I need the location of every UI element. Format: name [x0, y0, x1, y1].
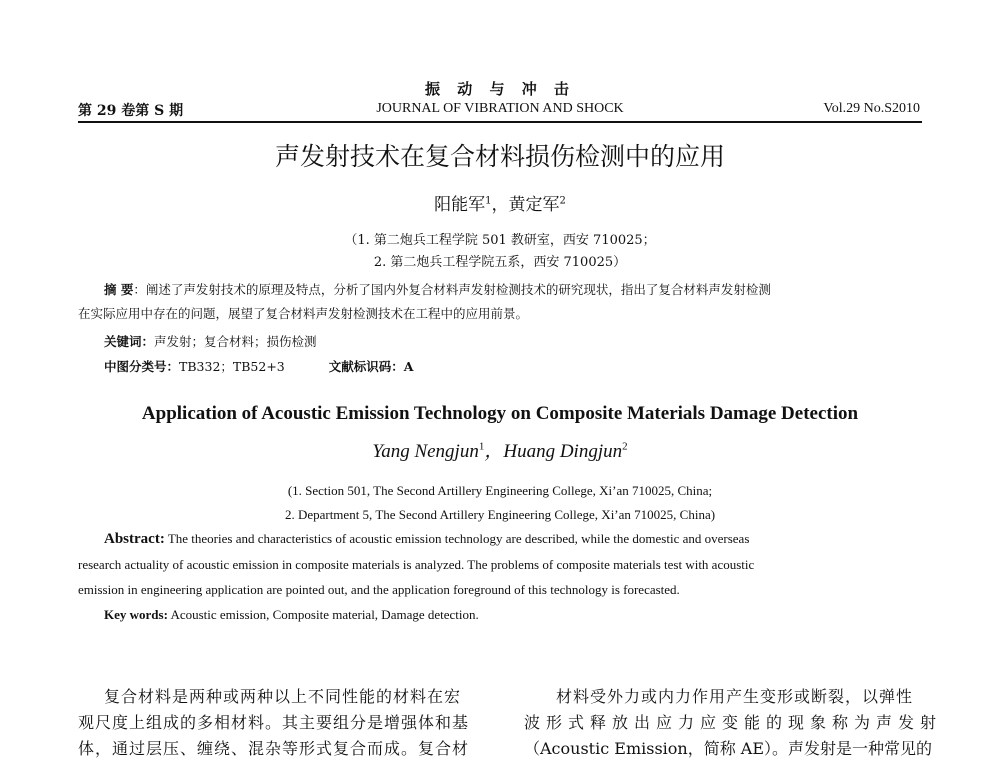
doc-code-value: A — [403, 359, 414, 374]
paper-title-cn: 声发射技术在复合材料损伤检测中的应用 — [274, 142, 725, 171]
author-name: Yang Nengjun — [372, 441, 479, 462]
abstract-cn-line-1 — [104, 280, 771, 298]
body-left-line-3: 体，通过层压、缠绕、混杂等形式复合而成。复合材 — [78, 739, 470, 758]
keywords-cn-text: 声发射；复合材料；损伤检测 — [154, 334, 317, 349]
author-name: Huang Dingjun — [503, 441, 623, 462]
keywords-en-text: Acoustic emission, Composite material, Damage detection. — [167, 607, 479, 622]
affiliation-cn-2: 2. 第二炮兵工程学院五系，西安 710025） — [373, 255, 627, 270]
keywords-en — [104, 607, 479, 623]
classification-value: TB332；TB52+3 — [179, 359, 285, 374]
author-separator: ， — [491, 195, 509, 215]
abstract-en-line-3: emission in engineering application are pointed out, and the application foreground of this technology is forecasted. — [78, 582, 680, 597]
affiliation-en-2: 2. Department 5, The Second Artillery Engineering College, Xi’an 710025, China) — [284, 507, 716, 522]
author-separator: ， — [484, 441, 504, 462]
classification-label: 中图分类号： — [104, 359, 180, 374]
body-left-line-2: 观尺度上组成的多相材料。其主要组分是增强体和基 — [78, 713, 470, 732]
abstract-cn-text-1: ：阐述了声发射技术的原理及特点，分析了国内外复合材料声发射检测技术的研究现状，指出了复合材料声发射检测 — [133, 282, 771, 297]
body-right-line-2: 波形式释放出应力应变能的现象称为声发射 — [524, 713, 943, 732]
header-rule — [78, 121, 922, 123]
authors-cn — [0, 190, 1000, 215]
body-left-line-1: 复合材料是两种或两种以上不同性能的材料在宏 — [104, 687, 462, 706]
abstract-en-text-1: The theories and characteristics of acoustic emission technology are described, while the domestic and overseas — [164, 531, 750, 546]
author-name: 黄定军 — [508, 195, 560, 215]
doc-code-label: 文献标识码： — [328, 359, 404, 374]
abstract-cn-line-2: 在实际应用中存在的问题，展望了复合材料声发射检测技术在工程中的应用前景。 — [78, 306, 529, 321]
abstract-en-line-2: research actuality of acoustic emission in composite materials is analyzed. The problems of composite materials test with acoustic — [78, 557, 755, 572]
author-sup: 1 — [485, 195, 492, 207]
body-right-line-1: 材料受外力或内力作用产生变形或断裂，以弹性 — [556, 687, 914, 706]
authors-en — [0, 436, 1000, 463]
affiliation-en-1: (1. Section 501, The Second Artillery Engineering College, Xi’an 710025, China; — [287, 483, 713, 498]
body-right-line-3: （Acoustic Emission，简称 AE）。声发射是一种常见的 — [524, 739, 933, 758]
affiliation-cn-1: （1. 第二炮兵工程学院 501 教研室，西安 710025； — [344, 233, 656, 248]
author-sup: 1 — [478, 440, 485, 453]
journal-name-cn: 振 动 与 冲 击 — [425, 80, 575, 98]
keywords-cn — [104, 332, 317, 350]
classification-cn — [104, 357, 413, 375]
author-sup: 2 — [622, 440, 628, 453]
paper-title-en: Application of Acoustic Emission Technology on Composite Materials Damage Detection — [141, 403, 859, 424]
abstract-en-line-1 — [104, 531, 749, 548]
author-sup: 2 — [559, 195, 566, 207]
author-name: 阳能军 — [434, 195, 486, 215]
keywords-en-label: Key words: — [104, 607, 168, 622]
journal-name-en: JOURNAL OF VIBRATION AND SHOCK — [376, 101, 624, 116]
abstract-cn-label: 摘 要 — [104, 282, 134, 297]
volume-cn: 第 29 卷第 S 期 — [78, 103, 184, 119]
keywords-cn-label: 关键词： — [104, 334, 155, 349]
volume-en: Vol.29 No.S2010 — [823, 101, 920, 116]
abstract-en-label: Abstract: — [104, 531, 165, 547]
